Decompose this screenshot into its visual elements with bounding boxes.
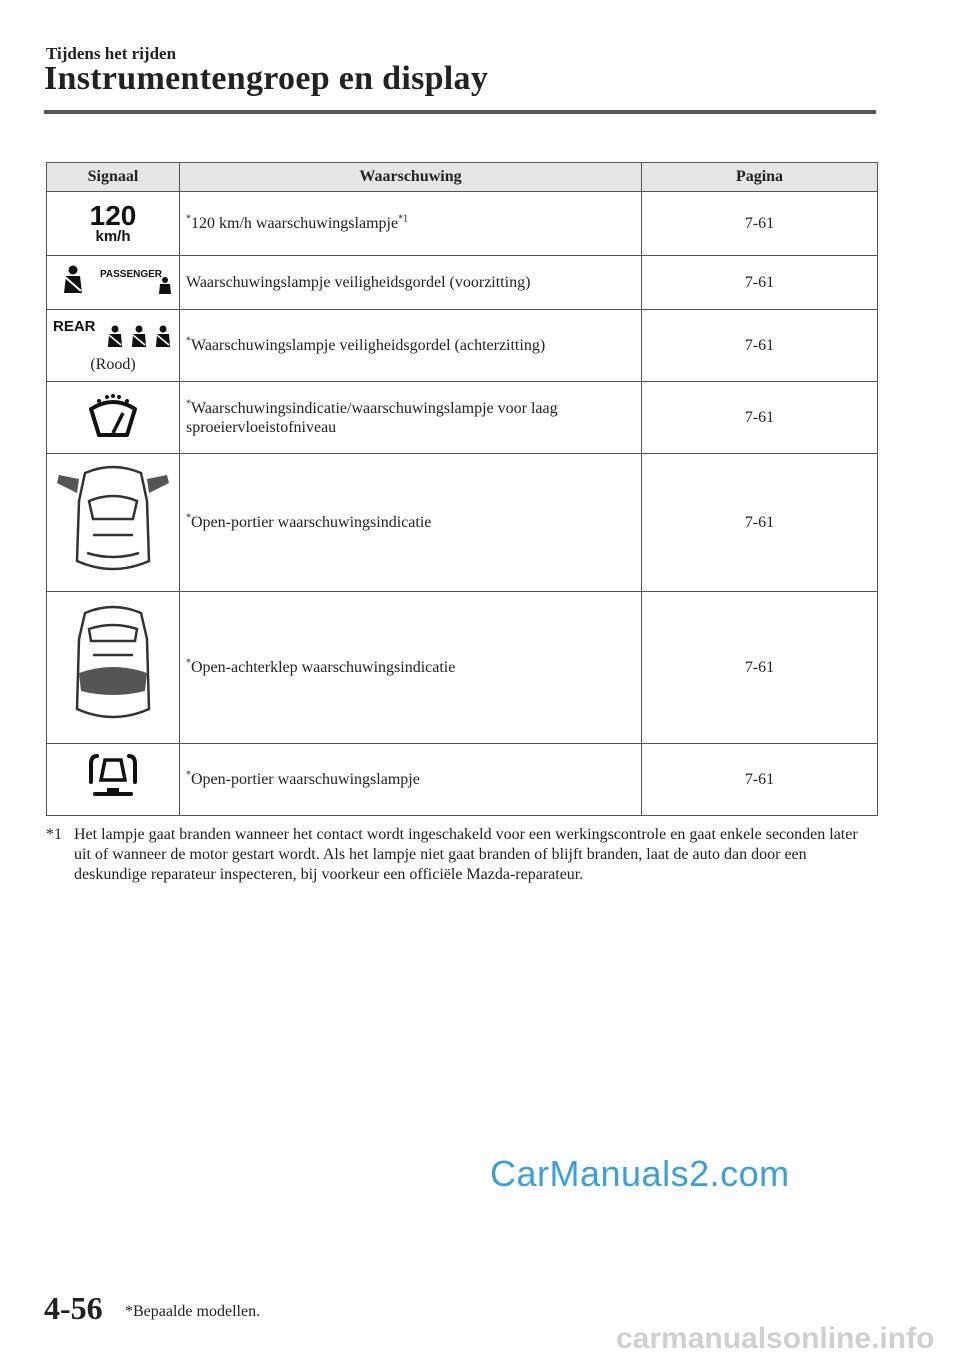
- color-note: (Rood): [90, 356, 136, 373]
- signal-cell: [47, 592, 180, 744]
- warning-text: Open-portier waarschuwingslampje: [191, 771, 420, 788]
- signal-cell: [47, 454, 180, 592]
- site-watermark: carmanualsonline.info: [616, 1322, 935, 1355]
- watermark-logo: CarManuals2.com: [490, 1153, 790, 1194]
- table-row: [47, 454, 878, 592]
- page-cell: 7-61: [642, 310, 878, 382]
- footnote-ref: *1: [398, 213, 409, 225]
- title-divider: [44, 110, 876, 114]
- warning-cell: [180, 454, 642, 592]
- warning-cell: [180, 256, 642, 310]
- footnote-text: Het lampje gaat branden wanneer het contact wordt ingeschakeld voor een werkingscontrole en gaat enkele seconden later uit of wanneer de motor gestart wordt. Als het lampje niet gaat branden of blijft branden, laat de auto dan door een deskundige reparateur inspecteren, bij voorkeur een officiële Mazda-reparateur.: [74, 826, 858, 883]
- page-cell: 7-61: [642, 592, 878, 744]
- rear-label: REAR: [53, 318, 96, 335]
- speed-120-icon: [87, 199, 139, 243]
- table-header-row: [47, 163, 878, 192]
- table-row: [47, 310, 878, 382]
- page-cell: 7-61: [642, 382, 878, 454]
- signal-cell: [47, 192, 180, 256]
- rear-seatbelt-icon: [51, 317, 175, 349]
- warning-text: 120 km/h waarschuwingslampje: [191, 215, 399, 232]
- warning-cell: [180, 592, 642, 744]
- warning-cell: [180, 192, 642, 256]
- warning-text: Waarschuwingslampje veiligheidsgordel (voorzitting): [186, 274, 531, 291]
- footer-note: *Bepaalde modellen.: [125, 1303, 261, 1320]
- table-row: [47, 192, 878, 256]
- footnote: [46, 825, 876, 885]
- speed-120-number: 120: [89, 200, 137, 231]
- table-row: [47, 256, 878, 310]
- signal-cell: [47, 310, 180, 382]
- model-asterisk: *: [186, 398, 191, 410]
- header-signal: Signaal: [47, 163, 180, 192]
- page-cell: 7-61: [642, 256, 878, 310]
- table-row: [47, 744, 878, 816]
- signal-cell: [47, 256, 180, 310]
- page-cell: 7-61: [642, 192, 878, 256]
- warning-text: Waarschuwingsindicatie/waarschuwingslampje voor laag sproeiervloeistofniveau: [186, 399, 558, 436]
- warning-cell: [180, 744, 642, 816]
- car-tailgate-open-icon: [53, 599, 173, 731]
- signal-cell: [47, 382, 180, 454]
- page-cell: 7-61: [642, 744, 878, 816]
- passenger-label: PASSENGER: [99, 269, 163, 280]
- warning-cell: [180, 310, 642, 382]
- header-page: Pagina: [642, 163, 878, 192]
- section-label: Tijdens het rijden: [46, 44, 177, 63]
- model-asterisk: *: [186, 335, 191, 347]
- page-cell: 7-61: [642, 454, 878, 592]
- model-asterisk: *: [186, 213, 191, 225]
- speed-120-unit: km/h: [95, 228, 131, 243]
- warning-text: Open-portier waarschuwingsindicatie: [191, 514, 432, 531]
- warning-signals-table: [46, 162, 878, 816]
- page-number: 4-56: [44, 1290, 103, 1326]
- table-row: [47, 382, 878, 454]
- model-asterisk: *: [186, 657, 191, 669]
- warning-text: Waarschuwingslampje veiligheidsgordel (achterzitting): [191, 337, 546, 354]
- page-title: Instrumentengroep en display: [44, 60, 489, 97]
- warning-cell: [180, 382, 642, 454]
- washer-fluid-icon: [85, 391, 141, 439]
- footnote-mark: *1: [46, 826, 62, 843]
- model-asterisk: *: [186, 512, 191, 524]
- model-asterisk: *: [186, 769, 191, 781]
- signal-cell: [47, 744, 180, 816]
- passenger-seatbelt-icon: [51, 263, 175, 297]
- car-doors-open-icon: [53, 461, 173, 579]
- warning-text: Open-achterklep waarschuwingsindicatie: [191, 659, 456, 676]
- table-row: [47, 592, 878, 744]
- door-open-lamp-icon: [87, 752, 139, 802]
- header-warning: Waarschuwing: [180, 163, 642, 192]
